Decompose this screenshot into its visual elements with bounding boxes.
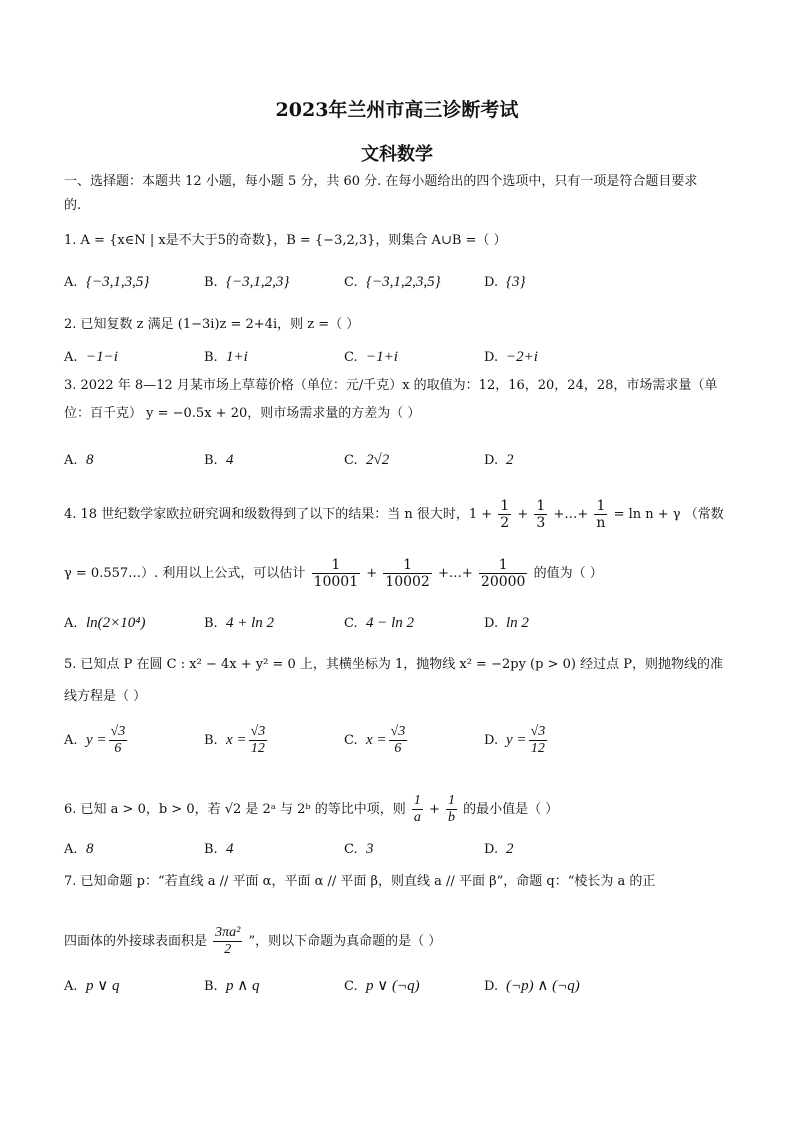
option-text: (¬p) ∧ (¬q) [506, 978, 580, 994]
option-text: 4 [226, 841, 234, 857]
q2-option-a[interactable] [64, 348, 118, 367]
option-label: D. [484, 979, 499, 994]
fraction-numerator: 1 [536, 498, 546, 514]
section-instruction-cont: 的. [64, 198, 82, 213]
q4-option-a[interactable] [64, 614, 146, 633]
q2-stem: 2. 已知复数 z 满足 (1−3i)z = 2+4i，则 z =（ ） [64, 317, 360, 332]
fraction-numerator: 1 [479, 557, 528, 574]
option-label: D. [484, 733, 499, 748]
option-label: A. [64, 979, 78, 994]
q5-option-d[interactable] [484, 724, 549, 757]
option-text: p ∨ q [86, 978, 120, 994]
q1-option-b[interactable] [204, 273, 289, 292]
q3-option-c[interactable] [344, 451, 389, 470]
option-text: ln(2×10⁴) [86, 615, 146, 631]
option-label: C. [344, 979, 358, 994]
fraction-denominator: 6 [114, 741, 122, 756]
q7-stem-text-post: ”，则以下命题为真命题的是（ ） [248, 934, 442, 949]
option-label: C. [344, 733, 358, 748]
fraction-denominator: 6 [394, 741, 402, 756]
fraction-numerator: √3 [530, 724, 546, 739]
q5-stem-cont: 线方程是（ ） [64, 689, 147, 704]
option-label: D. [484, 616, 499, 631]
option-label: D. [484, 453, 499, 468]
q3-stem-cont: 位：百千克） y = −0.5x + 20，则市场需求量的方差为（ ） [64, 406, 421, 421]
operator: +…+ [437, 566, 473, 581]
fraction-denominator: 3 [536, 515, 546, 531]
fraction [213, 925, 242, 958]
q4-stem [64, 498, 724, 531]
option-text: −2+i [506, 349, 538, 365]
fraction-denominator: 10002 [385, 574, 430, 590]
q6-stem-text: 6. 已知 a > 0，b > 0，若 √2 是 2ᵃ 与 2ᵇ 的等比中项，则 [64, 802, 406, 817]
q4-option-d[interactable] [484, 614, 529, 633]
option-label: C. [344, 275, 358, 290]
option-label: C. [344, 453, 358, 468]
fraction-denominator: 20000 [480, 574, 526, 590]
option-label: A. [64, 350, 78, 365]
q6-option-d[interactable] [484, 840, 514, 859]
option-text: 2 [506, 841, 514, 857]
fraction-numerator: 1 [500, 498, 510, 514]
option-label: B. [204, 350, 218, 365]
fraction [383, 557, 432, 590]
option-label: B. [204, 842, 218, 857]
fraction-numerator: √3 [250, 724, 266, 739]
option-text: x = [226, 732, 247, 748]
option-text: −1−i [86, 349, 118, 365]
exam-subtitle: 文科数学 [361, 144, 433, 165]
fraction [594, 498, 607, 531]
operator: + [428, 802, 440, 817]
option-label: D. [484, 842, 499, 857]
q3-option-d[interactable] [484, 451, 514, 470]
option-label: A. [64, 842, 78, 857]
option-label: B. [204, 453, 218, 468]
q7-option-d[interactable] [484, 977, 580, 996]
option-label: C. [344, 616, 358, 631]
fraction-numerator: 1 [413, 793, 421, 808]
option-label: D. [484, 275, 499, 290]
q6-stem [64, 793, 558, 826]
option-text: x = [366, 732, 387, 748]
option-label: A. [64, 275, 78, 290]
option-label: C. [344, 842, 358, 857]
operator: + [517, 507, 529, 522]
fraction-denominator: 2 [224, 942, 232, 957]
q3-stem: 3. 2022 年 8—12 月某市场上草莓价格（单位：元/千克）x 的取值为：12，16，20，24，28，市场需求量（单 [64, 378, 718, 393]
fraction [249, 724, 268, 757]
option-text: y = [86, 732, 107, 748]
option-text: p ∨ (¬q) [366, 978, 420, 994]
fraction [498, 498, 511, 531]
fraction-denominator: 12 [530, 741, 545, 756]
q4-stem-text-post: 的值为（ ） [533, 566, 603, 581]
q4-stem-text: γ = 0.557…）. 利用以上公式，可以估计 [64, 566, 306, 581]
option-label: A. [64, 733, 78, 748]
q6-option-c[interactable] [344, 840, 374, 859]
option-text: p ∧ q [226, 978, 260, 994]
q3-option-b[interactable] [204, 451, 234, 470]
q7-stem: 7. 已知命题 p：“若直线 a // 平面 α，平面 α // 平面 β，则直线 a // 平面 β”，命题 q：“棱长为 a 的正 [64, 874, 656, 889]
q1-stem: 1. A = {x∈N | x是不大于5的奇数}，B = {−3,2,3}，则集合 A∪B =（ ） [64, 233, 507, 248]
option-text: {3} [506, 274, 526, 290]
option-text: 1+i [226, 349, 248, 365]
q6-stem-text-post: 的最小值是（ ） [463, 802, 559, 817]
fraction [389, 724, 408, 757]
fraction [312, 557, 361, 590]
fraction-numerator: 1 [383, 557, 432, 574]
q4-stem-text-post: = ln n + γ （常数 [613, 507, 724, 522]
fraction-denominator: 12 [250, 741, 265, 756]
fraction-denominator: b [448, 810, 456, 825]
fraction-denominator: 2 [500, 515, 510, 531]
option-text: 2 [506, 452, 514, 468]
q3-option-a[interactable] [64, 451, 94, 470]
q2-option-c[interactable] [344, 348, 398, 367]
fraction [529, 724, 548, 757]
option-label: A. [64, 453, 78, 468]
q4-stem-cont [64, 557, 603, 590]
fraction [446, 793, 457, 826]
q7-option-b[interactable] [204, 977, 259, 996]
option-text: 8 [86, 452, 94, 468]
option-text: 4 − ln 2 [366, 615, 415, 631]
q1-option-a[interactable] [64, 273, 149, 292]
option-label: B. [204, 616, 218, 631]
q7-option-a[interactable] [64, 977, 119, 996]
q4-option-c[interactable] [344, 614, 414, 633]
option-label: B. [204, 733, 218, 748]
fraction-denominator: 10001 [313, 574, 359, 590]
option-text: 4 + ln 2 [226, 615, 275, 631]
q2-option-d[interactable] [484, 348, 538, 367]
fraction-denominator: a [413, 810, 421, 825]
q7-stem-cont [64, 925, 441, 958]
q1-option-c[interactable] [344, 273, 441, 292]
q6-option-a[interactable] [64, 840, 94, 859]
q7-stem-text: 四面体的外接球表面积是 [64, 934, 208, 949]
q6-option-b[interactable] [204, 840, 234, 859]
option-label: D. [484, 350, 499, 365]
option-text: 4 [226, 452, 234, 468]
fraction-numerator: 3πa² [215, 925, 241, 940]
q5-option-a[interactable] [64, 724, 129, 757]
q4-stem-text: 4. 18 世纪数学家欧拉研究调和级数得到了以下的结果：当 n 很大时，1 + [64, 507, 493, 522]
q2-option-b[interactable] [204, 348, 248, 367]
fraction-numerator: 1 [448, 793, 456, 808]
q1-option-d[interactable] [484, 273, 526, 292]
fraction [412, 793, 423, 826]
fraction [109, 724, 128, 757]
option-text: ln 2 [506, 615, 529, 631]
section-instruction: 一、选择题：本题共 12 小题，每小题 5 分，共 60 分. 在每小题给出的四个选项中，只有一项是符合题目要求 [64, 174, 698, 189]
option-text: {−3,1,2,3,5} [366, 274, 441, 290]
q5-stem: 5. 已知点 P 在圆 C : x² − 4x + y² = 0 上，其横坐标为 1，抛物线 x² = −2py (p > 0) 经过点 P，则抛物线的准 [64, 657, 723, 672]
fraction-denominator: n [596, 515, 606, 531]
option-label: B. [204, 275, 218, 290]
option-text: 2√2 [366, 452, 390, 468]
q5-option-c[interactable] [344, 724, 409, 757]
option-text: 3 [366, 841, 374, 857]
exam-title: 2023年兰州市高三诊断考试 [275, 99, 519, 121]
fraction-numerator: 1 [594, 498, 607, 515]
fraction [534, 498, 547, 531]
fraction [479, 557, 528, 590]
operator: +…+ [553, 507, 589, 522]
fraction-numerator: √3 [110, 724, 126, 739]
option-text: y = [506, 732, 527, 748]
option-text: {−3,1,3,5} [86, 274, 150, 290]
q7-option-c[interactable] [344, 977, 420, 996]
operator: + [366, 566, 378, 581]
q4-option-b[interactable] [204, 614, 274, 633]
option-label: B. [204, 979, 218, 994]
option-text: −1+i [366, 349, 398, 365]
fraction-numerator: √3 [390, 724, 406, 739]
option-label: A. [64, 616, 78, 631]
option-label: C. [344, 350, 358, 365]
option-text: 8 [86, 841, 94, 857]
fraction-numerator: 1 [312, 557, 361, 574]
option-text: {−3,1,2,3} [226, 274, 290, 290]
q5-option-b[interactable] [204, 724, 269, 757]
